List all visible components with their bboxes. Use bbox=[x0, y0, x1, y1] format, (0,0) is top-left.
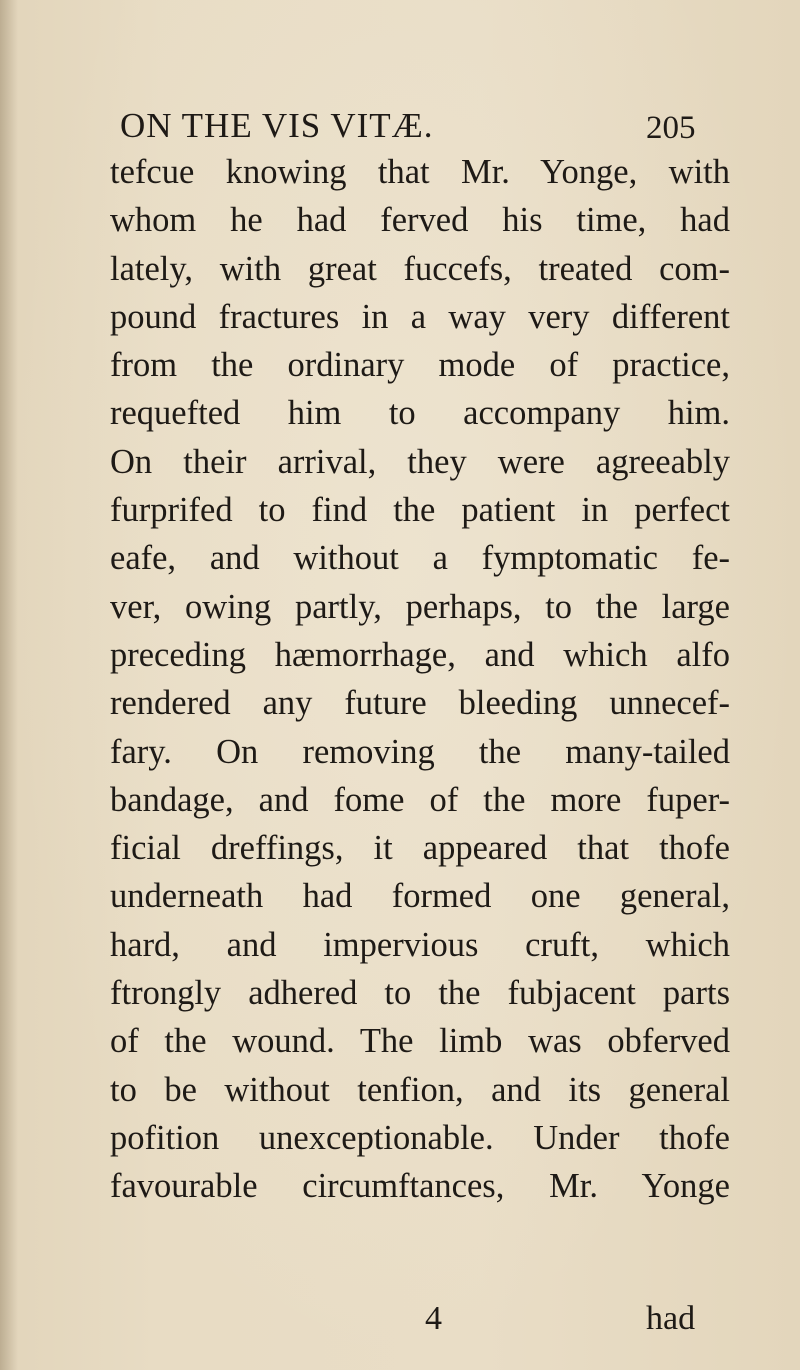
running-head bbox=[0, 88, 800, 146]
text-line: rendered any future bleeding unnecef- bbox=[110, 684, 730, 723]
text-line: hard, and impervious cruft, which bbox=[110, 925, 730, 964]
text-line: furprifed to find the patient in perfect bbox=[110, 491, 730, 530]
text-line: to be without tenfion, and its general bbox=[110, 1070, 730, 1109]
text-line: ftrongly adhered to the fubjacent parts bbox=[110, 974, 730, 1013]
text-line: bandage, and fome of the more fuper- bbox=[110, 780, 730, 819]
text-line: of the wound. The limb was obferved bbox=[110, 1022, 730, 1061]
text-line: ficial dreffings, it appeared that thofe bbox=[110, 829, 730, 868]
text-line: ver, owing partly, perhaps, to the large bbox=[110, 587, 730, 626]
text-line: On their arrival, they were agreeably bbox=[110, 442, 730, 481]
binding-shadow bbox=[0, 0, 18, 1370]
text-line: fary. On removing the many-tailed bbox=[110, 732, 730, 771]
text-line: eafe, and without a fymptomatic fe- bbox=[110, 539, 730, 578]
text-line: lately, with great fuccefs, treated com- bbox=[110, 249, 730, 288]
text-line: favourable circumftances, Mr. Yonge bbox=[110, 1167, 730, 1206]
running-title: ON THE VIS VITÆ. bbox=[120, 106, 434, 145]
text-line: pofition unexceptionable. Under thofe bbox=[110, 1118, 730, 1157]
text-line: whom he had ferved his time, had bbox=[110, 201, 730, 240]
page-footer bbox=[0, 1300, 800, 1348]
text-line: tefcue knowing that Mr. Yonge, with bbox=[110, 153, 730, 191]
text-line: pound fractures in a way very different bbox=[110, 297, 730, 336]
signature-mark: 4 bbox=[425, 1300, 442, 1337]
text-line: from the ordinary mode of practice, bbox=[110, 346, 730, 385]
text-line: underneath had formed one general, bbox=[110, 877, 730, 916]
text-line: requefted him to accompany him. bbox=[110, 394, 730, 433]
catchword: had bbox=[646, 1300, 696, 1337]
page-number: 205 bbox=[646, 110, 696, 146]
text-line: preceding hæmorrhage, and which alfo bbox=[110, 635, 730, 674]
body-text bbox=[110, 148, 730, 1211]
